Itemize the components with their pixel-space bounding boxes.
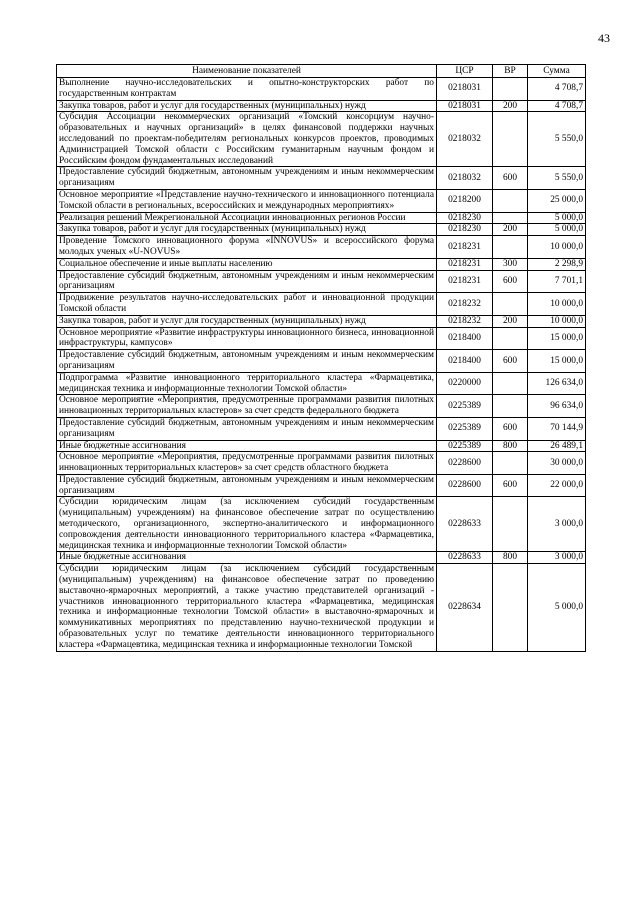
table-row: [57, 224, 586, 236]
row-csr: 0228633: [437, 497, 493, 552]
row-name: Закупка товаров, работ и услуг для государственных (муниципальных) нужд: [57, 100, 437, 112]
row-sum: 5 550,0: [528, 112, 586, 167]
row-sum: 96 634,0: [528, 395, 586, 418]
table-row: [57, 258, 586, 270]
table-row: [57, 212, 586, 224]
row-sum: 5 000,0: [528, 564, 586, 651]
row-csr: 0218400: [437, 327, 493, 350]
row-vr: 800: [493, 552, 528, 564]
row-vr: [493, 293, 528, 316]
row-name: Предоставление субсидий бюджетным, автономным учреждениям и иным некоммерческим организациям: [57, 350, 437, 373]
row-vr: 200: [493, 100, 528, 112]
row-vr: 600: [493, 350, 528, 373]
table-row: [57, 78, 586, 101]
row-csr: 0218231: [437, 236, 493, 259]
row-sum: 10 000,0: [528, 293, 586, 316]
row-csr: 0218200: [437, 189, 493, 212]
row-csr: 0218400: [437, 350, 493, 373]
table-row: [57, 497, 586, 552]
row-sum: 70 144,9: [528, 417, 586, 440]
row-csr: 0225389: [437, 417, 493, 440]
row-name: Закупка товаров, работ и услуг для государственных (муниципальных) нужд: [57, 315, 437, 327]
row-name: Иные бюджетные ассигнования: [57, 440, 437, 452]
row-vr: 800: [493, 440, 528, 452]
row-sum: 5 550,0: [528, 167, 586, 190]
row-csr: 0218032: [437, 167, 493, 190]
row-vr: 600: [493, 417, 528, 440]
row-name: Социальное обеспечение и иные выплаты населению: [57, 258, 437, 270]
table-row: [57, 372, 586, 395]
row-sum: 5 000,0: [528, 224, 586, 236]
budget-table: [56, 64, 586, 652]
row-name: Субсидии юридическим лицам (за исключением субсидий государственным (муниципальным) учреждениям) на финансовое обеспечение затрат по осуществлению методического, организационного, экспертно-аналитического и информационного сопровождения деятельности инновационного территориального кластера «Фармацевтика, медицинская техника и информационные технологии Томской области»: [57, 497, 437, 552]
row-sum: 2 298,9: [528, 258, 586, 270]
header-name: Наименование показателей: [57, 65, 437, 78]
row-name: Продвижение результатов научно-исследовательских работ и инновационной продукции Томской области: [57, 293, 437, 316]
table-row: [57, 236, 586, 259]
row-csr: 0218231: [437, 258, 493, 270]
row-vr: 600: [493, 167, 528, 190]
row-sum: 10 000,0: [528, 236, 586, 259]
row-csr: 0228600: [437, 474, 493, 497]
row-vr: 200: [493, 224, 528, 236]
row-sum: 30 000,0: [528, 452, 586, 475]
row-name: Иные бюджетные ассигнования: [57, 552, 437, 564]
row-csr: 0218230: [437, 212, 493, 224]
table-row: [57, 327, 586, 350]
row-name: Реализация решений Межрегиональной Ассоциации инновационных регионов России: [57, 212, 437, 224]
row-csr: 0218231: [437, 270, 493, 293]
page-number: 43: [598, 31, 610, 45]
row-sum: 5 000,0: [528, 212, 586, 224]
table-row: [57, 167, 586, 190]
header-csr: ЦСР: [437, 65, 493, 78]
row-name: Выполнение научно-исследовательских и опытно-конструкторских работ по государственным контрактам: [57, 78, 437, 101]
row-sum: 7 701,1: [528, 270, 586, 293]
row-vr: [493, 327, 528, 350]
row-csr: 0225389: [437, 440, 493, 452]
row-name: Предоставление субсидий бюджетным, автономным учреждениям и иным некоммерческим организациям: [57, 167, 437, 190]
row-name: Предоставление субсидий бюджетным, автономным учреждениям и иным некоммерческим организациям: [57, 474, 437, 497]
row-sum: 126 634,0: [528, 372, 586, 395]
row-name: Основное мероприятие «Представление научно-технического и инновационного потенциала Томской области в региональных, всероссийских и международных мероприятиях»: [57, 189, 437, 212]
row-vr: 600: [493, 270, 528, 293]
table-row: [57, 315, 586, 327]
table-row: [57, 474, 586, 497]
row-sum: 4 708,7: [528, 78, 586, 101]
row-csr: 0220000: [437, 372, 493, 395]
table-row: [57, 293, 586, 316]
row-vr: [493, 395, 528, 418]
table-row: [57, 112, 586, 167]
row-vr: [493, 564, 528, 651]
table-row: [57, 417, 586, 440]
table-body: [57, 78, 586, 652]
row-csr: 0218232: [437, 293, 493, 316]
table-row: [57, 452, 586, 475]
row-sum: 15 000,0: [528, 327, 586, 350]
row-csr: 0218232: [437, 315, 493, 327]
table-row: [57, 552, 586, 564]
table-row: [57, 270, 586, 293]
row-csr: 0225389: [437, 395, 493, 418]
row-sum: 25 000,0: [528, 189, 586, 212]
row-csr: 0218032: [437, 112, 493, 167]
row-sum: 22 000,0: [528, 474, 586, 497]
table-row: [57, 189, 586, 212]
row-vr: [493, 112, 528, 167]
table-row: [57, 564, 586, 651]
row-vr: 200: [493, 315, 528, 327]
row-sum: 15 000,0: [528, 350, 586, 373]
row-name: Основное мероприятие «Мероприятия, предусмотренные программами развития пилотных инновационных территориальных кластеров» за счет средств федерального бюджета: [57, 395, 437, 418]
table-header-row: [57, 65, 586, 78]
row-name: Основное мероприятие «Развитие инфраструктуры инновационного бизнеса, инновационной инфраструктуры, кампусов»: [57, 327, 437, 350]
row-vr: [493, 212, 528, 224]
row-csr: 0218031: [437, 78, 493, 101]
row-name: Предоставление субсидий бюджетным, автономным учреждениям и иным некоммерческим организациям: [57, 417, 437, 440]
header-vr: ВР: [493, 65, 528, 78]
table-row: [57, 440, 586, 452]
row-name: Субсидия Ассоциации некоммерческих организаций «Томский консорциум научно-образовательных и научных организаций» в целях финансовой поддержки научных исследований по проектам-победителям региональных конкурсов проектов, проводимых Администрацией Томской области с Российским гуманитарным научным фондом и Российским фондом фундаментальных исследований: [57, 112, 437, 167]
row-name: Проведение Томского инновационного форума «INNOVUS» и всероссийского форума молодых ученых «U-NOVUS»: [57, 236, 437, 259]
row-name: Субсидии юридическим лицам (за исключением субсидий государственным (муниципальным) учреждениям) на финансовое обеспечение затрат по проведению выставочно-ярмарочных мероприятий, а также участию представителей организаций - участников инновационного территориального кластера «Фармацевтика, медицинская техника и информационные технологии Томской области» в выставочно-ярмарочных и коммуникативных мероприятиях по представлению научно-технической продукции и образовательных услуг по тематике деятельности инновационного территориального кластера «Фармацевтика, медицинская техника и информационные технологии Томской: [57, 564, 437, 651]
row-sum: 26 489,1: [528, 440, 586, 452]
row-csr: 0218230: [437, 224, 493, 236]
row-name: Подпрограмма «Развитие инновационного территориального кластера «Фармацевтика, медицинская техника и информационные технологии Томской области»: [57, 372, 437, 395]
row-sum: 4 708,7: [528, 100, 586, 112]
row-vr: [493, 189, 528, 212]
row-vr: [493, 452, 528, 475]
row-name: Основное мероприятие «Мероприятия, предусмотренные программами развития пилотных инновационных территориальных кластеров» за счет средств областного бюджета: [57, 452, 437, 475]
row-csr: 0228600: [437, 452, 493, 475]
row-sum: 3 000,0: [528, 552, 586, 564]
table-row: [57, 100, 586, 112]
row-sum: 10 000,0: [528, 315, 586, 327]
row-csr: 0218031: [437, 100, 493, 112]
row-vr: 600: [493, 474, 528, 497]
row-vr: [493, 372, 528, 395]
table-row: [57, 395, 586, 418]
row-csr: 0228634: [437, 564, 493, 651]
row-vr: [493, 78, 528, 101]
row-name: Предоставление субсидий бюджетным, автономным учреждениям и иным некоммерческим организациям: [57, 270, 437, 293]
table-row: [57, 350, 586, 373]
row-name: Закупка товаров, работ и услуг для государственных (муниципальных) нужд: [57, 224, 437, 236]
row-sum: 3 000,0: [528, 497, 586, 552]
header-sum: Сумма: [528, 65, 586, 78]
row-vr: [493, 236, 528, 259]
row-vr: [493, 497, 528, 552]
row-csr: 0228633: [437, 552, 493, 564]
row-vr: 300: [493, 258, 528, 270]
